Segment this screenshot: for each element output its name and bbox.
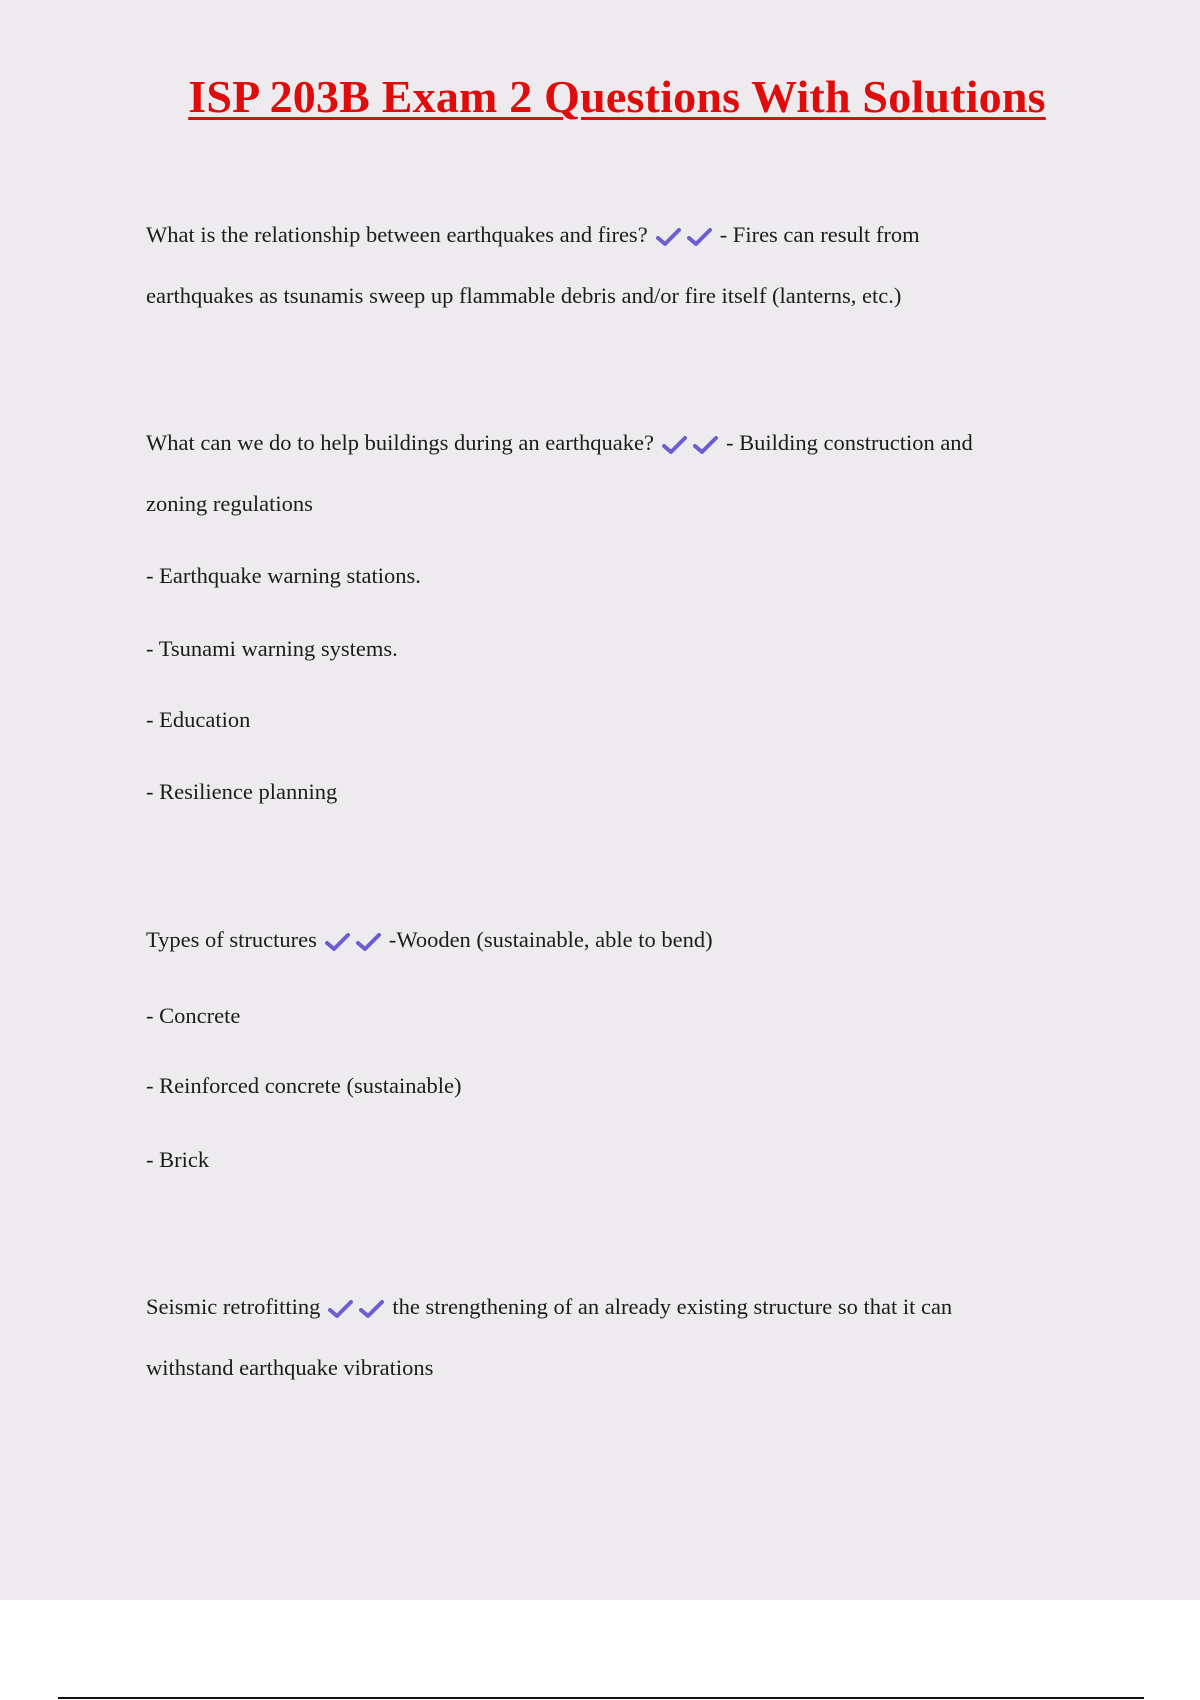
answer-text: -Wooden (sustainable, able to bend) <box>388 927 713 952</box>
answer-continuation: withstand earthquake vibrations <box>146 1355 434 1380</box>
question-text: What can we do to help buildings during an earthquake? <box>146 430 654 455</box>
qa-block-1-first-line <box>146 220 920 252</box>
footer-rule <box>58 1697 1144 1699</box>
answer-continuation: zoning regulations <box>146 491 313 516</box>
list-item: - Resilience planning <box>146 779 338 804</box>
answer-continuation: earthquakes as tsunamis sweep up flammable debris and/or fire itself (lanterns, etc.) <box>146 283 902 308</box>
list-item: - Concrete <box>146 1003 241 1028</box>
answer-text: - Fires can result from <box>719 222 920 247</box>
qa-block-4-first-line <box>146 1292 952 1324</box>
list-item: - Education <box>146 707 251 732</box>
question-text: Types of structures <box>146 927 317 952</box>
list-item: - Brick <box>146 1147 210 1172</box>
list-item: - Reinforced concrete (sustainable) <box>146 1073 462 1098</box>
double-check-icon <box>662 428 724 458</box>
answer-text: - Building construction and <box>725 430 973 455</box>
double-check-icon <box>325 925 387 955</box>
list-item: - Earthquake warning stations. <box>146 563 421 588</box>
double-check-icon <box>656 220 718 250</box>
question-text: What is the relationship between earthquakes and fires? <box>146 222 648 247</box>
qa-block-2-first-line <box>146 428 973 460</box>
question-text: Seismic retrofitting <box>146 1294 321 1319</box>
answer-text: the strengthening of an already existing structure so that it can <box>392 1294 953 1319</box>
list-item: - Tsunami warning systems. <box>146 636 398 661</box>
document-title: ISP 203B Exam 2 Questions With Solutions <box>188 71 1046 122</box>
double-check-icon <box>328 1292 390 1322</box>
qa-block-3-first-line <box>146 925 713 957</box>
